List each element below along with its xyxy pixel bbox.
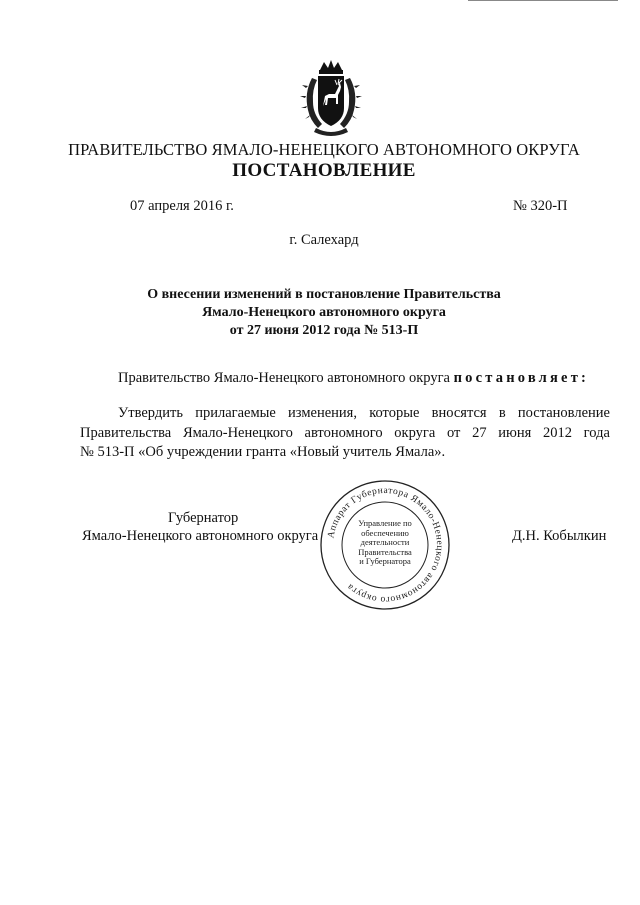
- body-word: 27: [472, 424, 487, 441]
- top-edge-line: [468, 0, 618, 1]
- organization-name: ПРАВИТЕЛЬСТВО ЯМАЛО-НЕНЕЦКОГО АВТОНОМНОГО ОКРУГА: [68, 140, 580, 159]
- body-word: автономного: [304, 424, 383, 441]
- preamble-text: Правительство Ямало-Ненецкого автономного округа: [118, 370, 450, 386]
- body-line-3: № 513-П «Об учреждении гранта «Новый учитель Ямала».: [80, 444, 446, 460]
- body-line-1: [80, 404, 610, 424]
- document-subject: [0, 286, 640, 340]
- body-word: постановление: [517, 405, 610, 421]
- body-word: июня: [498, 424, 532, 441]
- body-word: 2012: [542, 424, 572, 441]
- body-word: которые: [369, 405, 420, 421]
- signer-title-line-1: Губернатор: [168, 510, 239, 526]
- stamp-inner-line: и Губернатора: [359, 556, 411, 567]
- preamble-decree: постановляет:: [453, 370, 590, 386]
- stamp-inner-line: Управление по: [358, 518, 412, 528]
- document-type: ПОСТАНОВЛЕНИЕ: [232, 160, 416, 181]
- body-word: Правительства: [80, 424, 172, 441]
- stamp-inner-line: обеспечению: [361, 527, 409, 538]
- preamble: [118, 370, 589, 387]
- stamp-inner-text: [346, 519, 424, 567]
- body-paragraph: [80, 404, 610, 463]
- document-number: № 320-П: [513, 198, 568, 214]
- body-word: от: [446, 424, 461, 441]
- body-line-2: [80, 424, 610, 444]
- subject-line-1: О внесении изменений в постановление Правительства: [147, 287, 501, 302]
- body-word: Утвердить: [118, 405, 183, 421]
- signer-name: Д.Н. Кобылкин: [512, 528, 607, 544]
- signer-title-line-2: Ямало-Ненецкого автономного округа: [82, 528, 319, 544]
- body-word: прилагаемые: [195, 405, 276, 421]
- body-word: Ямало-Ненецкого: [182, 424, 293, 441]
- coat-of-arms-icon: [298, 58, 364, 140]
- stamp-ring-text: Аппарат Губернатора Ямало-Ненецкого автономного округа: [326, 485, 445, 605]
- document-city: г. Салехард: [289, 232, 359, 248]
- body-word: года: [583, 424, 610, 441]
- body-word: в: [498, 405, 506, 421]
- stamp-inner-line: Правительства: [358, 546, 412, 557]
- body-word: вносятся: [431, 405, 487, 421]
- body-word: округа: [394, 424, 436, 441]
- document-date: 07 апреля 2016 г.: [130, 198, 234, 214]
- subject-line-2: Ямало-Ненецкого автономного округа: [202, 305, 446, 320]
- body-word: изменения,: [288, 405, 357, 421]
- stamp-inner-line: деятельности: [360, 537, 410, 548]
- subject-line-3: от 27 июня 2012 года № 513-П: [229, 323, 419, 338]
